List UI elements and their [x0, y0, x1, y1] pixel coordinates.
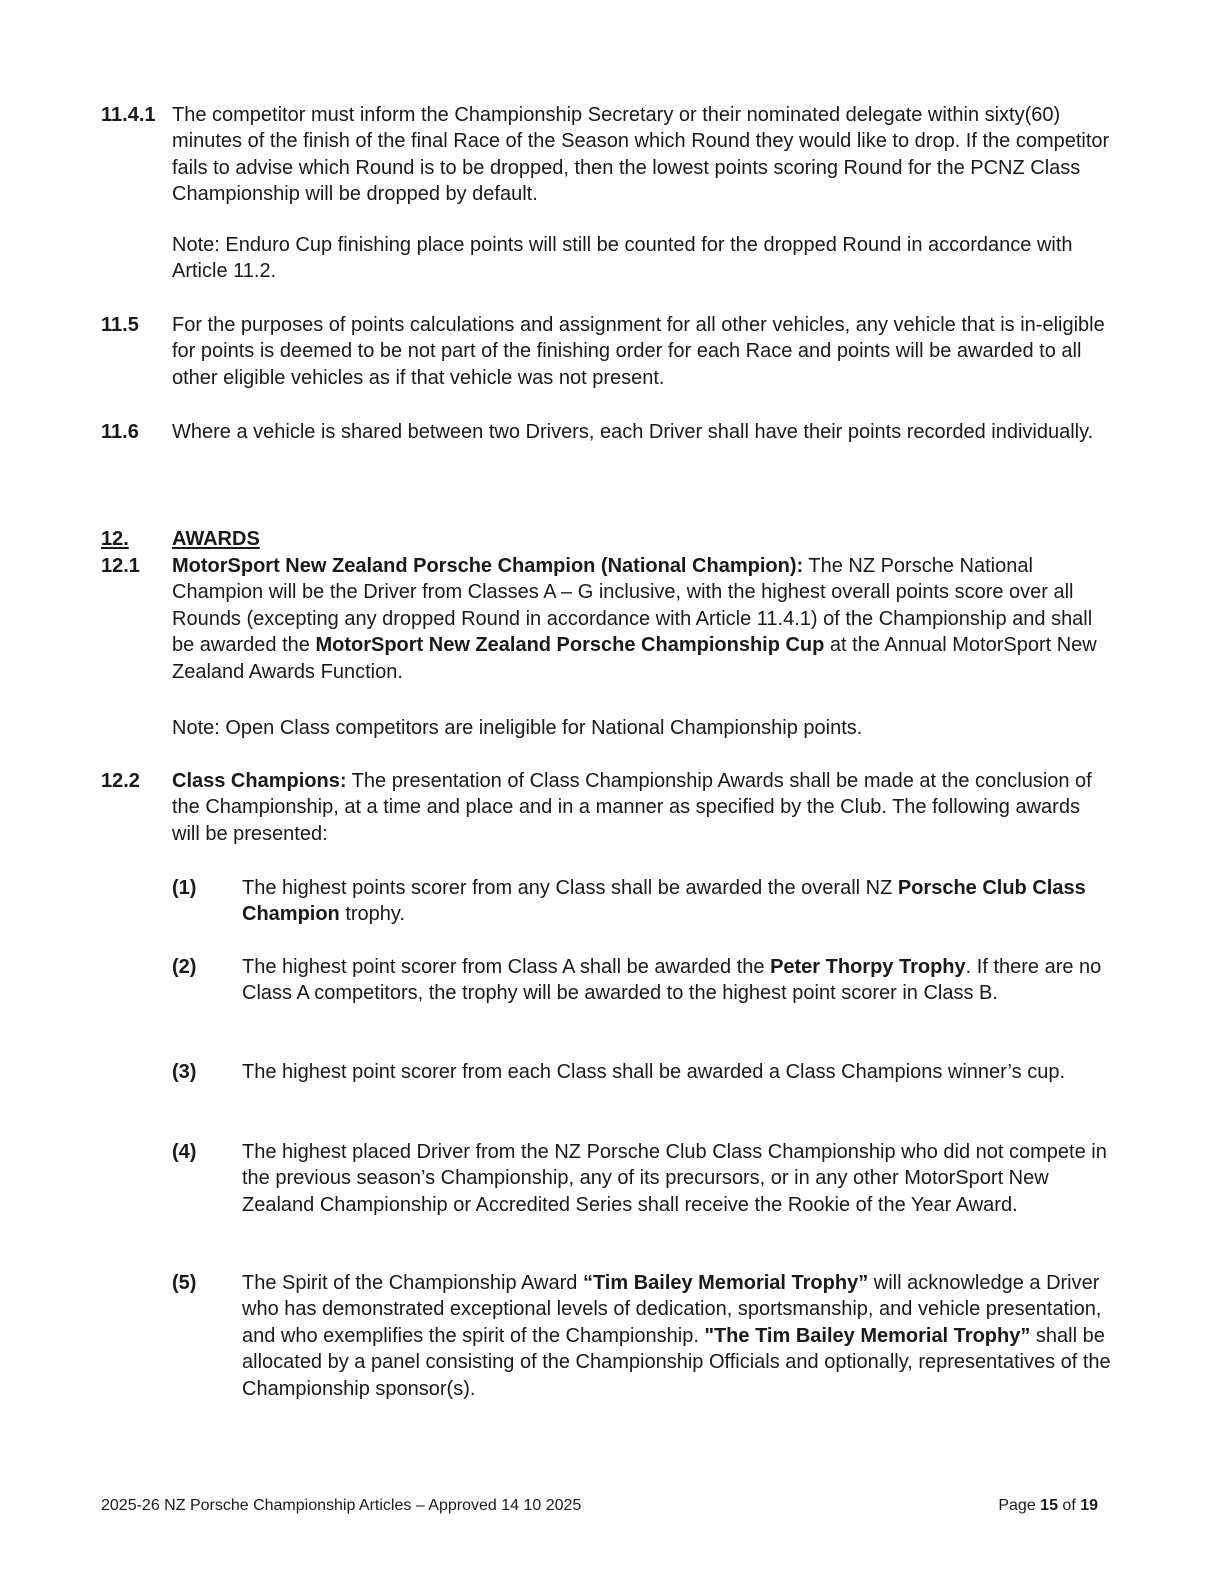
trophy-name: Peter Thorpy Trophy [770, 956, 966, 978]
article-number: 11.5 [101, 314, 139, 336]
page-label: Page [998, 1497, 1041, 1514]
article-text: For the purposes of points calculations and assignment for all other vehicles, any vehicle that is in-eligible for points is deemed to be not part of the finishing order for each Race and points will be awarded to all other eligible vehicles as if that vehicle was not present. [172, 314, 1105, 389]
award-text-part: The highest points scorer from any Class shall be awarded the overall NZ [242, 877, 898, 899]
award-text [242, 954, 1112, 1007]
article-12-1-note: Note: Open Class competitors are ineligible for National Championship points. [172, 717, 863, 739]
award-text: The highest placed Driver from the NZ Porsche Club Class Championship who did not compete in the previous season’s Championship, any of its precursors, or in any other MotorSport New Zealand Championship or Accredited Series shall receive the Rookie of the Year Award. [242, 1141, 1107, 1216]
section-number: 12. [101, 528, 129, 550]
class-champions-heading: Class Champions: [172, 770, 347, 792]
trophy-name: “Tim Bailey Memorial Trophy” [582, 1272, 869, 1294]
national-champion-heading: MotorSport New Zealand Porsche Champion (National Champion): [172, 555, 804, 577]
footer-document-title: 2025-26 NZ Porsche Championship Articles – Approved 14 10 2025 [101, 1497, 582, 1514]
award-marker: (4) [172, 1141, 197, 1163]
article-number: 11.4.1 [101, 104, 156, 126]
award-text [242, 875, 1112, 928]
award-text-part: shall be allocated by a panel consisting of the Championship Officials and optionally, representatives of the Championship sponsor(s). [242, 1324, 1111, 1400]
article-text [172, 553, 1112, 685]
award-text-part: trophy. [339, 903, 405, 926]
award-marker: (5) [172, 1272, 197, 1294]
award-text-part: The highest point scorer from Class A shall be awarded the [242, 956, 771, 978]
award-text-part: . If there are no Class A competitors, the trophy will be awarded to the highest point scorer in Class B. [242, 956, 1102, 1005]
award-marker: (2) [172, 956, 197, 978]
article-text-part: The NZ Porsche National Champion will be the Driver from Classes A – G inclusive, with the highest overall points score over all Rounds (excepting any dropped Round in accordance with Article 11.4.1) of the Championship and shall be awarded the [172, 555, 1093, 657]
article-number: 12.2 [101, 770, 140, 792]
award-text-part: will acknowledge a Driver who has demonstrated exceptional levels of dedication, sportsmanship, and vehicle presentation, and who exemplifies the spirit of the Championship. [242, 1272, 1102, 1347]
article-number: 11.6 [101, 421, 139, 443]
section-title: AWARDS [172, 528, 260, 550]
award-marker: (1) [172, 877, 197, 899]
article-text: Where a vehicle is shared between two Drivers, each Driver shall have their points recorded individually. [172, 421, 1094, 443]
award-text-part: The Spirit of the Championship Award [242, 1272, 583, 1294]
of-label: of [1057, 1497, 1081, 1514]
award-text [242, 1270, 1112, 1402]
total-pages: 19 [1080, 1497, 1098, 1514]
article-text: The competitor must inform the Championship Secretary or their nominated delegate within sixty(60) minutes of the finish of the final Race of the Season which Round they would like to drop. If the competitor fails to advise which Round is to be dropped, then the lowest points scoring Round for the PCNZ Class Championship will be dropped by default. [172, 104, 1110, 206]
championship-cup-name: MotorSport New Zealand Porsche Championship Cup [315, 634, 825, 657]
award-text: The highest point scorer from each Class shall be awarded a Class Champions winner’s cup. [242, 1061, 1065, 1083]
article-text [172, 768, 1112, 847]
article-number: 12.1 [101, 555, 140, 577]
award-marker: (3) [172, 1061, 197, 1083]
article-text-part: at the Annual MotorSport New Zealand Awards Function. [172, 634, 1097, 683]
trophy-name: "The Tim Bailey Memorial Trophy” [704, 1324, 1031, 1347]
article-text-part: The presentation of Class Championship Awards shall be made at the conclusion of the Championship, at a time and place and in a manner as specified by the Club. The following awards will be presented: [172, 770, 1092, 845]
article-11-4-1-note: Note: Enduro Cup finishing place points will still be counted for the dropped Round in accordance with Article 11.2. [172, 234, 1073, 283]
current-page: 15 [1040, 1497, 1058, 1514]
page-number-indicator [998, 1496, 1098, 1516]
trophy-name: Porsche Club Class Champion [242, 877, 1086, 926]
